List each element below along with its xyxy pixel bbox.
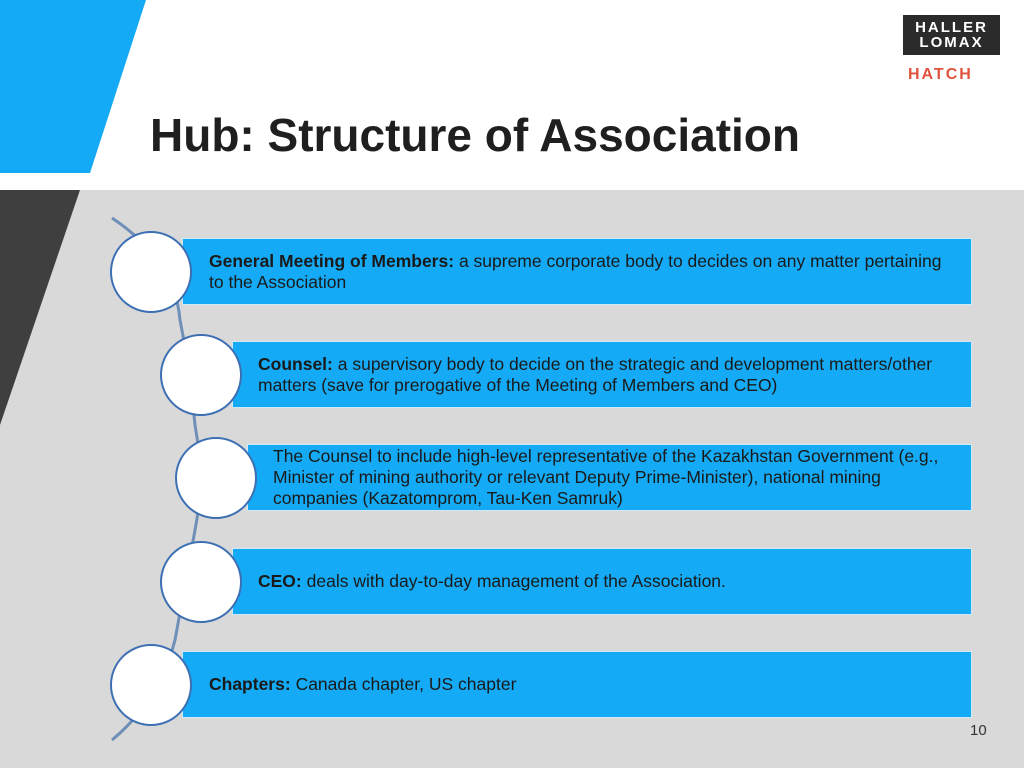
page-number: 10 [970, 722, 987, 739]
item-label: Counsel: [258, 353, 333, 374]
slide-title: Hub: Structure of Association [150, 109, 800, 161]
item-circle [175, 437, 257, 519]
haller-lomax-logo [903, 15, 1000, 55]
item-text: Canada chapter, US chapter [295, 674, 517, 694]
item-box-counsel-members [247, 444, 972, 511]
logo-line-2: LOMAX [919, 34, 984, 51]
item-circle [160, 541, 242, 623]
item-box-chapters [182, 651, 972, 718]
item-box-counsel [232, 341, 972, 408]
item-circle [110, 231, 192, 313]
item-text: a supreme corporate body to decides on any matter pertaining to the Association [209, 250, 942, 292]
item-label: Chapters: [209, 674, 291, 694]
item-circle [160, 334, 242, 416]
item-label: General Meeting of Members: [209, 250, 455, 271]
item-text: deals with day-to-day management of the Association. [306, 571, 726, 591]
item-box-ceo [232, 548, 972, 615]
item-circle [110, 644, 192, 726]
item-text: The Counsel to include high-level representative of the Kazakhstan Government (e.g., Minister of mining authority or relevant Deputy Prime-Minister), national mining companies (Kazatomprom, Tau-Ken Samruk) [273, 446, 939, 508]
blue-corner-shape [0, 0, 146, 173]
hatch-logo: HATCH [908, 66, 973, 83]
item-box-general-meeting [182, 238, 972, 305]
item-text: a supervisory body to decide on the strategic and development matters/other matters (save for prerogative of the Meeting of Members and CEO) [258, 353, 933, 395]
logo-line-1: HALLER [915, 19, 988, 36]
item-label: CEO: [258, 571, 302, 591]
